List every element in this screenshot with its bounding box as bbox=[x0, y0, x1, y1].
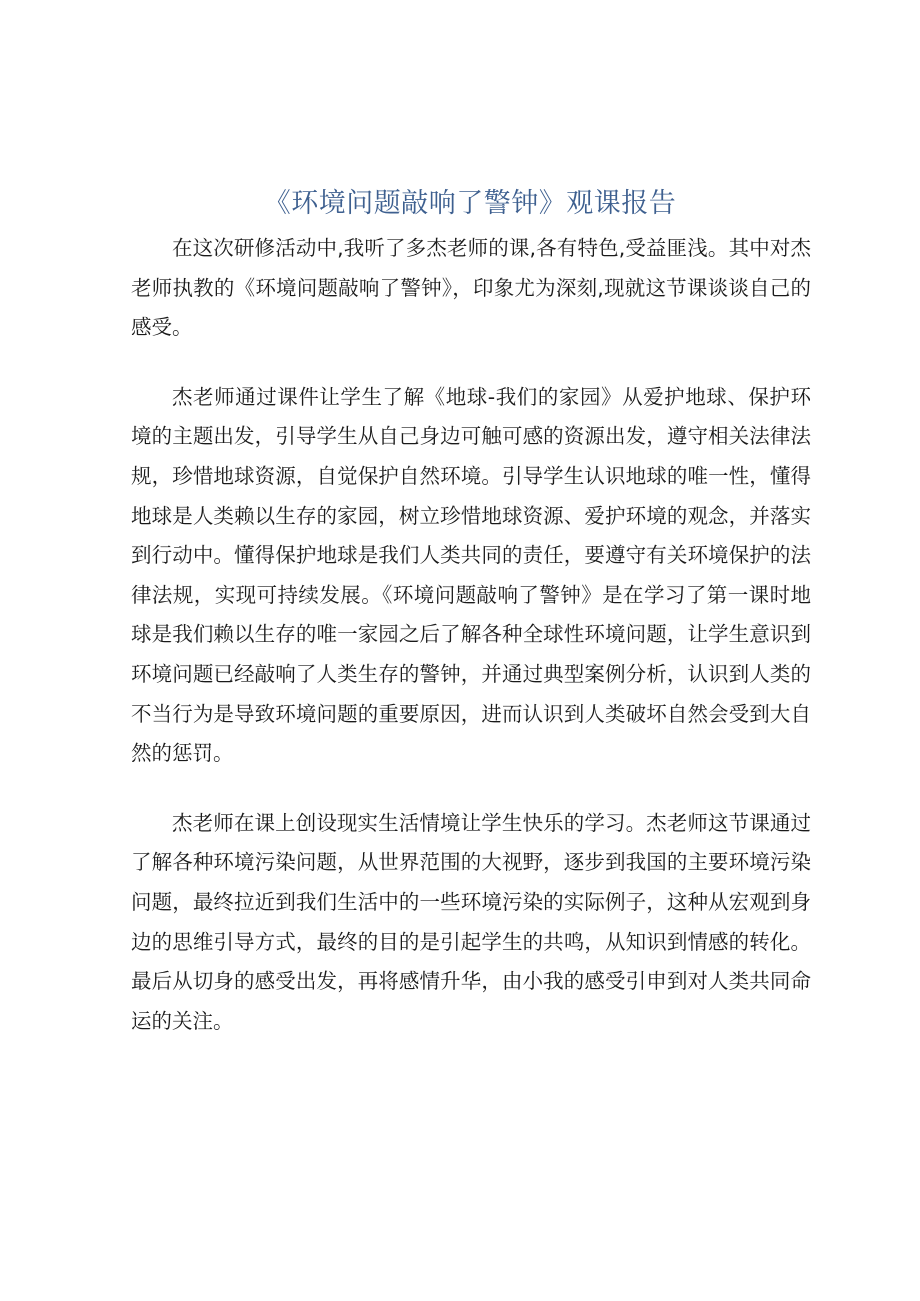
paragraph-3: 杰老师在课上创设现实生活情境让学生快乐的学习。杰老师这节课通过了解各种环境污染问题，从世界范围的大视野，逐步到我国的主要环境污染问题，最终拉近到我们生活中的一些环境污染的实际例子，这种从宏观到身边的思维引导方式，最终的目的是引起学生的共鸣，从知识到情感的转化。最后从切身的感受出发，再将感情升华，由小我的感受引申到对人类共同命运的关注。 bbox=[131, 810, 811, 1033]
paragraph-1: 在这次研修活动中,我听了多杰老师的课,各有特色,受益匪浅。其中对杰老师执教的《环境问题敲响了警钟》，印象尤为深刻,现就这节课谈谈自己的感受。 bbox=[131, 236, 811, 340]
paragraph-2: 杰老师通过课件让学生了解《地球-我们的家园》从爱护地球、保护环境的主题出发，引导学生从自己身边可触可感的资源出发，遵守相关法律法规，珍惜地球资源，自觉保护自然环境。引导学生认识地球的唯一性，懂得地球是人类赖以生存的家园，树立珍惜地球资源、爱护环境的观念，并落实到行动中。懂得保护地球是我们人类共同的责任，要遵守有关环境保护的法律法规，实现可持续发展。《环境问题敲响了警钟》是在学习了第一课时地球是我们赖以生存的唯一家园之后了解各种全球性环境问题，让学生意识到环境问题已经敲响了人类生存的警钟，并通过典型案例分析，认识到人类的不当行为是导致环境问题的重要原因，进而认识到人类破坏自然会受到大自然的惩罚。 bbox=[131, 384, 811, 766]
document-title: 《环境问题敲响了警钟》观课报告 bbox=[263, 188, 677, 219]
document-body bbox=[131, 229, 811, 1071]
